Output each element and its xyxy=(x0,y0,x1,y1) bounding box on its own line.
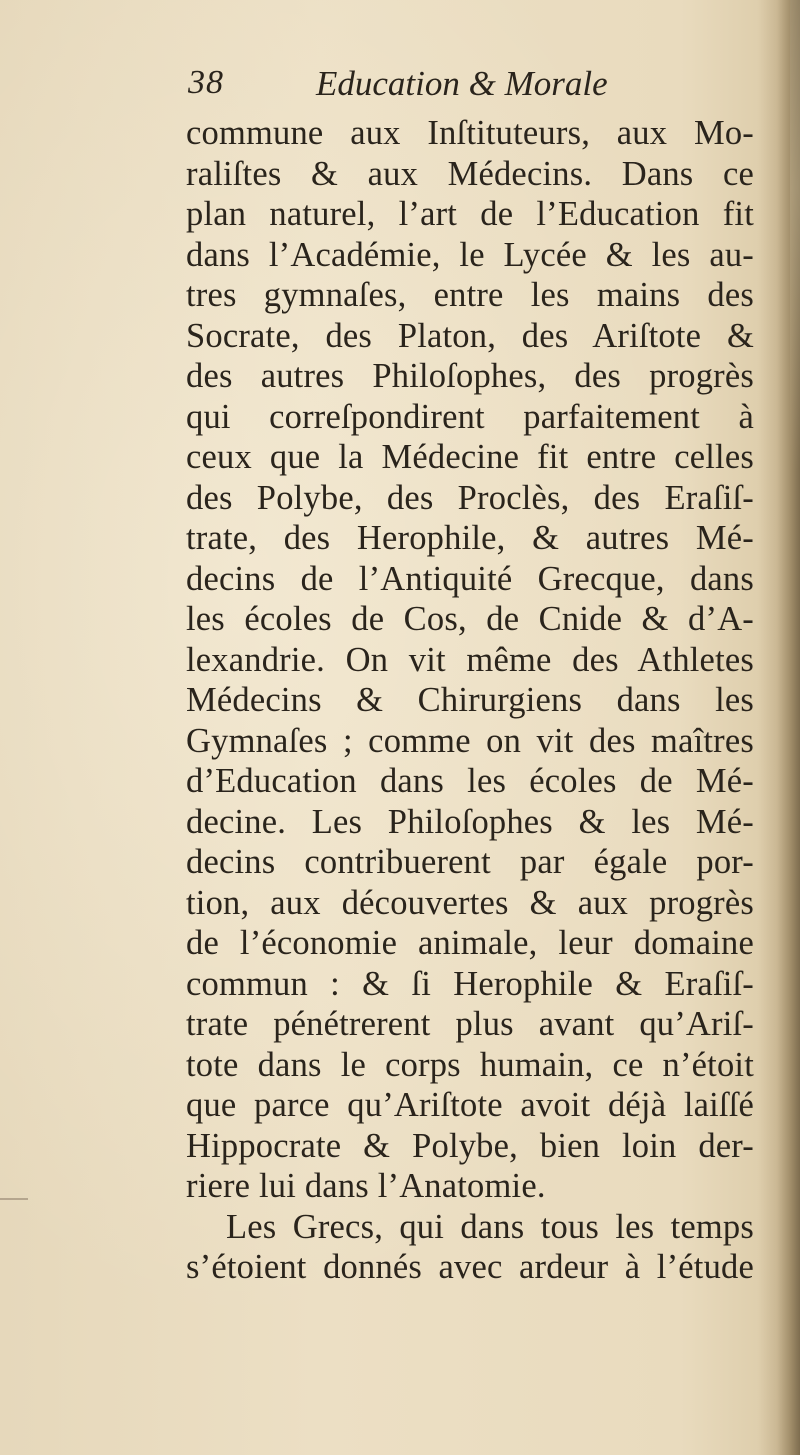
text-line: dans l’Académie, le Lycée & les au- xyxy=(186,235,754,274)
text-line: des Polybe, des Proclès, des Eraſiſ- xyxy=(186,478,754,517)
text-line: tote dans le corps humain, ce n’étoit xyxy=(186,1045,754,1084)
text-line: Hippocrate & Polybe, bien loin der- xyxy=(186,1126,754,1165)
text-line: plan naturel, l’art de l’Education fit xyxy=(186,195,754,233)
text-line: tres gymnaſes, entre les mains des xyxy=(186,276,754,314)
page-edge xyxy=(790,0,800,470)
text-line: lexandrie. On vit même des Athletes xyxy=(186,640,754,679)
text-line: tion, aux découvertes & aux progrès xyxy=(186,883,754,922)
text-line: raliſtes & aux Médecins. Dans ce xyxy=(186,154,754,193)
text-line: Gymnaſes ; comme on vit des maîtres xyxy=(186,721,754,760)
text-line: decine. Les Philoſophes & les Mé- xyxy=(186,802,754,841)
text-line: trate, des Herophile, & autres Mé- xyxy=(186,519,754,557)
text-line: commune aux Inſtituteurs, aux Mo- xyxy=(186,114,754,152)
margin-mark xyxy=(0,1198,28,1200)
paragraph-start-line: Les Grecs, qui dans tous les temps xyxy=(226,1207,754,1246)
page-header xyxy=(188,62,748,108)
page-number: 38 xyxy=(188,64,224,101)
text-line: les écoles de Cos, de Cnide & d’A- xyxy=(186,600,754,638)
text-line: d’Education dans les écoles de Mé- xyxy=(186,762,754,800)
text-line: de l’économie animale, leur domaine xyxy=(186,924,754,962)
text-line: Socrate, des Platon, des Ariſtote & xyxy=(186,316,754,355)
text-line: qui correſpondirent parfaitement à xyxy=(186,397,754,436)
running-head: Education & Morale xyxy=(316,64,608,103)
text-line: des autres Philoſophes, des progrès xyxy=(186,357,754,395)
paragraph-end-line: riere lui dans l’Anatomie. xyxy=(186,1167,546,1205)
text-line: ceux que la Médecine fit entre celles xyxy=(186,438,754,476)
text-line: trate pénétrerent plus avant qu’Ariſ- xyxy=(186,1005,754,1043)
text-line: decins de l’Antiquité Grecque, dans xyxy=(186,559,754,598)
text-line: commun : & ſi Herophile & Eraſiſ- xyxy=(186,964,754,1003)
text-line: que parce qu’Ariſtote avoit déjà laiſſé xyxy=(186,1086,754,1124)
text-line: Médecins & Chirurgiens dans les xyxy=(186,681,754,719)
text-line: s’étoient donnés avec ardeur à l’étude xyxy=(186,1248,754,1286)
body-text xyxy=(186,113,754,1288)
text-line: decins contribuerent par égale por- xyxy=(186,843,754,881)
